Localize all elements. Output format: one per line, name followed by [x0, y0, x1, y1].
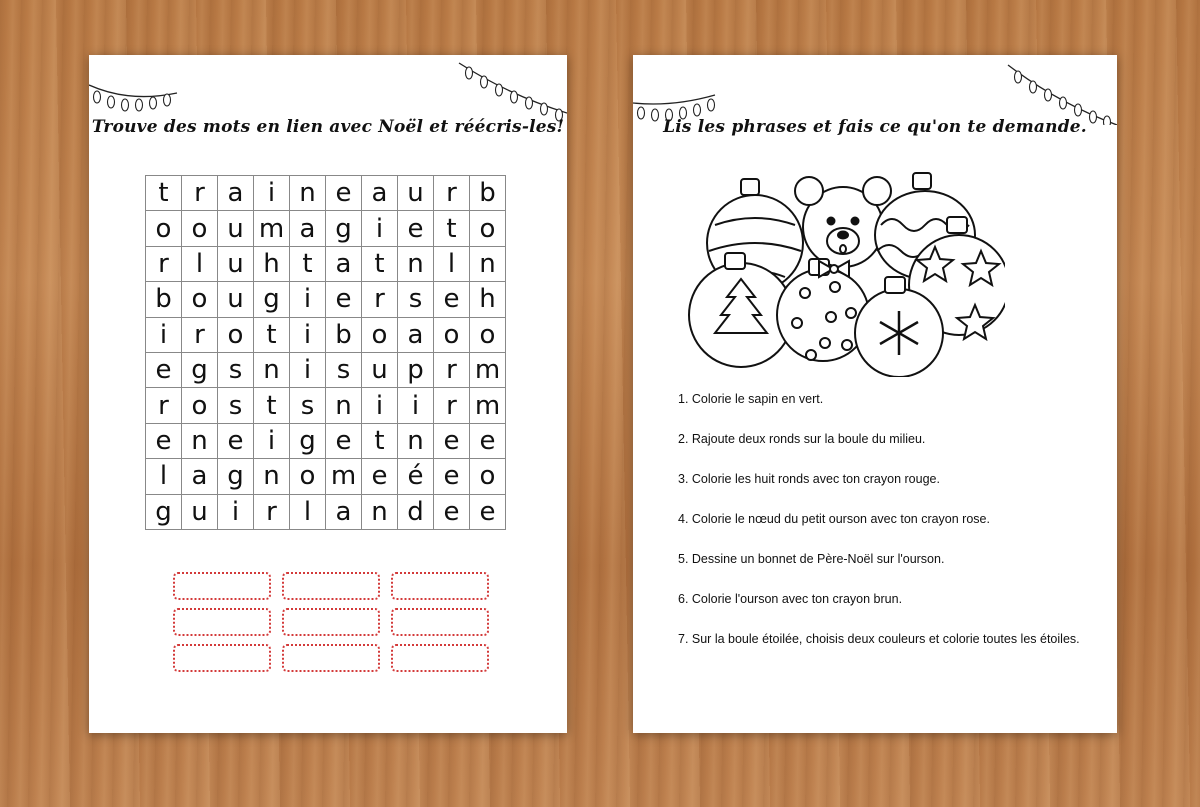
- instruction-item: 2. Rajoute deux ronds sur la boule du milieu.: [678, 432, 926, 446]
- answer-box[interactable]: [173, 572, 271, 600]
- grid-cell: l: [290, 495, 326, 530]
- grid-cell: i: [254, 176, 290, 211]
- grid-cell: é: [398, 459, 434, 494]
- grid-cell: o: [182, 388, 218, 423]
- grid-cell: u: [182, 495, 218, 530]
- instructions-title: Lis les phrases et fais ce qu'on te demande.: [663, 117, 1087, 137]
- word-search-title: Trouve des mots en lien avec Noël et réécris-les!: [91, 117, 565, 137]
- grid-cell: u: [218, 247, 254, 282]
- instruction-item: 7. Sur la boule étoilée, choisis deux couleurs et colorie toutes les étoiles.: [678, 632, 1080, 646]
- grid-cell: h: [470, 282, 506, 317]
- grid-cell: i: [146, 318, 182, 353]
- grid-cell: e: [362, 459, 398, 494]
- grid-cell: r: [434, 353, 470, 388]
- grid-cell: b: [470, 176, 506, 211]
- instruction-item: 4. Colorie le nœud du petit ourson avec ton crayon rose.: [678, 512, 990, 526]
- grid-cell: o: [434, 318, 470, 353]
- word-search-grid: [145, 175, 506, 530]
- grid-cell: e: [398, 211, 434, 246]
- grid-cell: h: [254, 247, 290, 282]
- grid-cell: u: [398, 176, 434, 211]
- grid-cell: l: [434, 247, 470, 282]
- grid-cell: i: [290, 353, 326, 388]
- grid-cell: a: [218, 176, 254, 211]
- grid-cell: l: [146, 459, 182, 494]
- grid-cell: m: [470, 353, 506, 388]
- grid-cell: g: [218, 459, 254, 494]
- grid-cell: e: [434, 459, 470, 494]
- grid-cell: r: [434, 388, 470, 423]
- grid-cell: p: [398, 353, 434, 388]
- grid-cell: t: [362, 247, 398, 282]
- grid-cell: t: [434, 211, 470, 246]
- grid-cell: g: [182, 353, 218, 388]
- instruction-item: 3. Colorie les huit ronds avec ton crayon rouge.: [678, 472, 940, 486]
- grid-cell: n: [398, 424, 434, 459]
- grid-cell: o: [470, 459, 506, 494]
- grid-cell: g: [254, 282, 290, 317]
- grid-cell: r: [254, 495, 290, 530]
- grid-cell: m: [254, 211, 290, 246]
- answer-box[interactable]: [173, 608, 271, 636]
- grid-cell: a: [362, 176, 398, 211]
- grid-cell: e: [326, 424, 362, 459]
- grid-cell: i: [290, 318, 326, 353]
- grid-cell: s: [326, 353, 362, 388]
- grid-cell: s: [290, 388, 326, 423]
- grid-cell: e: [218, 424, 254, 459]
- grid-cell: a: [326, 247, 362, 282]
- answer-box[interactable]: [282, 608, 380, 636]
- word-search-page: [89, 55, 567, 733]
- grid-cell: r: [182, 176, 218, 211]
- answer-box[interactable]: [282, 572, 380, 600]
- grid-cell: e: [470, 424, 506, 459]
- grid-cell: i: [398, 388, 434, 423]
- grid-cell: b: [146, 282, 182, 317]
- grid-cell: g: [326, 211, 362, 246]
- grid-cell: s: [218, 388, 254, 423]
- grid-cell: m: [470, 388, 506, 423]
- grid-cell: o: [182, 211, 218, 246]
- grid-cell: n: [254, 459, 290, 494]
- grid-cell: e: [326, 176, 362, 211]
- grid-cell: i: [362, 388, 398, 423]
- grid-cell: n: [254, 353, 290, 388]
- instructions-list: [678, 389, 1098, 699]
- grid-cell: i: [290, 282, 326, 317]
- grid-cell: g: [146, 495, 182, 530]
- grid-cell: u: [362, 353, 398, 388]
- grid-cell: t: [254, 318, 290, 353]
- grid-cell: o: [182, 282, 218, 317]
- grid-cell: o: [362, 318, 398, 353]
- grid-cell: n: [398, 247, 434, 282]
- grid-cell: u: [218, 282, 254, 317]
- grid-cell: t: [254, 388, 290, 423]
- grid-cell: i: [218, 495, 254, 530]
- grid-cell: b: [326, 318, 362, 353]
- instruction-item: 1. Colorie le sapin en vert.: [678, 392, 824, 406]
- grid-cell: r: [182, 318, 218, 353]
- grid-cell: a: [326, 495, 362, 530]
- grid-cell: e: [146, 424, 182, 459]
- ornaments-teddy-bear-illustration: [685, 155, 1005, 377]
- grid-cell: r: [362, 282, 398, 317]
- grid-cell: e: [434, 282, 470, 317]
- grid-cell: i: [254, 424, 290, 459]
- instruction-item: 5. Dessine un bonnet de Père-Noël sur l'ourson.: [678, 552, 945, 566]
- grid-cell: o: [470, 318, 506, 353]
- grid-cell: n: [326, 388, 362, 423]
- answer-box[interactable]: [391, 644, 489, 672]
- grid-cell: e: [470, 495, 506, 530]
- grid-cell: i: [362, 211, 398, 246]
- grid-cell: r: [434, 176, 470, 211]
- grid-cell: a: [290, 211, 326, 246]
- grid-cell: r: [146, 388, 182, 423]
- grid-cell: n: [182, 424, 218, 459]
- answer-box[interactable]: [282, 644, 380, 672]
- grid-cell: e: [326, 282, 362, 317]
- grid-cell: n: [290, 176, 326, 211]
- grid-cell: a: [182, 459, 218, 494]
- grid-cell: e: [434, 424, 470, 459]
- answer-box[interactable]: [391, 608, 489, 636]
- grid-cell: n: [362, 495, 398, 530]
- answer-box[interactable]: [173, 644, 271, 672]
- grid-cell: o: [290, 459, 326, 494]
- grid-cell: u: [218, 211, 254, 246]
- right-garland-icon: [633, 55, 1117, 125]
- grid-cell: g: [290, 424, 326, 459]
- grid-cell: o: [218, 318, 254, 353]
- grid-cell: l: [182, 247, 218, 282]
- grid-cell: s: [218, 353, 254, 388]
- grid-cell: t: [290, 247, 326, 282]
- grid-cell: o: [146, 211, 182, 246]
- grid-cell: d: [398, 495, 434, 530]
- instruction-item: 6. Colorie l'ourson avec ton crayon brun.: [678, 592, 903, 606]
- grid-cell: n: [470, 247, 506, 282]
- grid-cell: t: [362, 424, 398, 459]
- answer-box[interactable]: [391, 572, 489, 600]
- grid-cell: e: [434, 495, 470, 530]
- grid-cell: s: [398, 282, 434, 317]
- grid-cell: m: [326, 459, 362, 494]
- grid-cell: o: [470, 211, 506, 246]
- answer-boxes: [173, 572, 489, 672]
- instructions-page: [633, 55, 1117, 733]
- grid-cell: t: [146, 176, 182, 211]
- grid-cell: r: [146, 247, 182, 282]
- grid-cell: a: [398, 318, 434, 353]
- grid-cell: e: [146, 353, 182, 388]
- left-garland-icon: [89, 55, 567, 125]
